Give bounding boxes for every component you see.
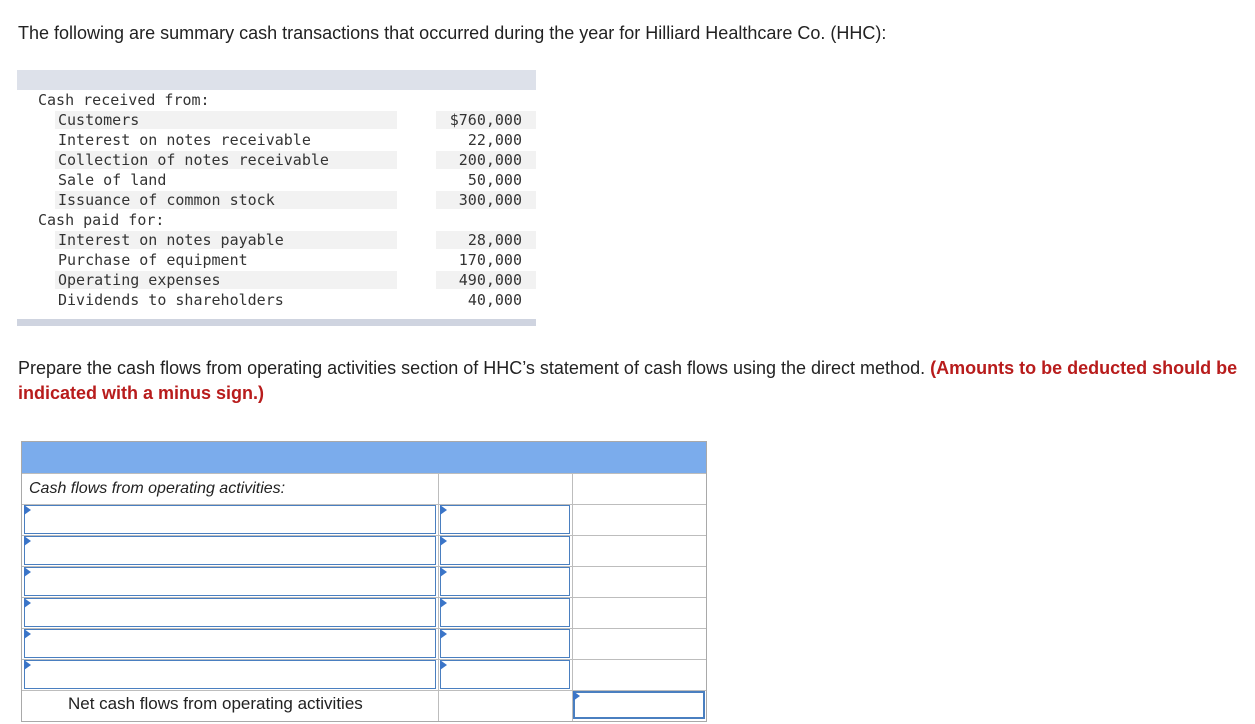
table-row	[17, 190, 536, 210]
row-label: Issuance of common stock	[58, 191, 275, 209]
row-label: Customers	[58, 111, 140, 129]
description-input-6[interactable]	[24, 660, 436, 689]
row-label: Operating expenses	[58, 271, 221, 289]
row-value: 490,000	[458, 271, 522, 289]
received-heading: Cash received from:	[38, 91, 210, 109]
table-row	[17, 150, 536, 170]
amount-input-1[interactable]	[440, 505, 570, 534]
table-row	[17, 250, 536, 270]
dropdown-marker-icon	[440, 505, 447, 515]
net-cash-input[interactable]	[573, 691, 705, 719]
row-value: 300,000	[458, 191, 522, 209]
transactions-table	[17, 70, 536, 326]
dropdown-marker-icon	[24, 567, 31, 577]
description-input-1[interactable]	[24, 505, 436, 534]
row-label: Collection of notes receivable	[58, 151, 329, 169]
table-row	[17, 270, 536, 290]
description-input-5[interactable]	[24, 629, 436, 658]
grid-header	[22, 442, 706, 473]
row-label: Interest on notes payable	[58, 231, 284, 249]
answer-grid	[21, 441, 707, 722]
row-value: 170,000	[458, 251, 522, 269]
section-label: Cash flows from operating activities:	[29, 480, 286, 497]
description-input-3[interactable]	[24, 567, 436, 596]
table-row	[17, 290, 536, 310]
paid-heading-row	[17, 210, 536, 230]
description-input-2[interactable]	[24, 536, 436, 565]
paid-heading: Cash paid for:	[38, 211, 165, 229]
amount-input-5[interactable]	[440, 629, 570, 658]
dropdown-marker-icon	[440, 629, 447, 639]
row-value: 22,000	[467, 131, 522, 149]
dropdown-marker-icon	[24, 629, 31, 639]
instructions-emphasis: (Amounts to be deducted should be indicated with a minus sign.)	[18, 358, 1238, 403]
row-label: Interest on notes receivable	[58, 131, 311, 149]
instructions	[18, 356, 1255, 406]
instructions-text: Prepare the cash flows from operating activities section of HHC’s statement of cash flows using the direct method.	[18, 358, 931, 378]
table-row	[17, 230, 536, 250]
dropdown-marker-icon	[573, 691, 580, 701]
row-label: Purchase of equipment	[58, 251, 248, 269]
dropdown-marker-icon	[440, 660, 447, 670]
dropdown-marker-icon	[440, 567, 447, 577]
table-bottom-band	[17, 319, 536, 326]
row-divider	[22, 473, 706, 474]
row-value: 50,000	[467, 171, 522, 189]
row-value: 200,000	[458, 151, 522, 169]
net-cash-label: Net cash flows from operating activities	[68, 694, 363, 713]
table-row	[17, 130, 536, 150]
table-row	[17, 170, 536, 190]
amount-input-3[interactable]	[440, 567, 570, 596]
row-value: 40,000	[467, 291, 522, 309]
row-value: 28,000	[467, 231, 522, 249]
amount-input-6[interactable]	[440, 660, 570, 689]
dropdown-marker-icon	[24, 536, 31, 546]
received-heading-row	[17, 90, 536, 110]
table-top-band	[17, 70, 536, 90]
dropdown-marker-icon	[24, 598, 31, 608]
row-label: Dividends to shareholders	[58, 291, 284, 309]
table-row	[17, 110, 536, 130]
dropdown-marker-icon	[24, 660, 31, 670]
description-input-4[interactable]	[24, 598, 436, 627]
amount-input-2[interactable]	[440, 536, 570, 565]
row-label: Sale of land	[58, 171, 167, 189]
amount-input-4[interactable]	[440, 598, 570, 627]
dropdown-marker-icon	[440, 536, 447, 546]
dropdown-marker-icon	[440, 598, 447, 608]
intro-text: The following are summary cash transactions that occurred during the year for Hilliard Healthcare Co. (HHC):	[18, 23, 887, 43]
row-value: $760,000	[449, 111, 522, 129]
dropdown-marker-icon	[24, 505, 31, 515]
